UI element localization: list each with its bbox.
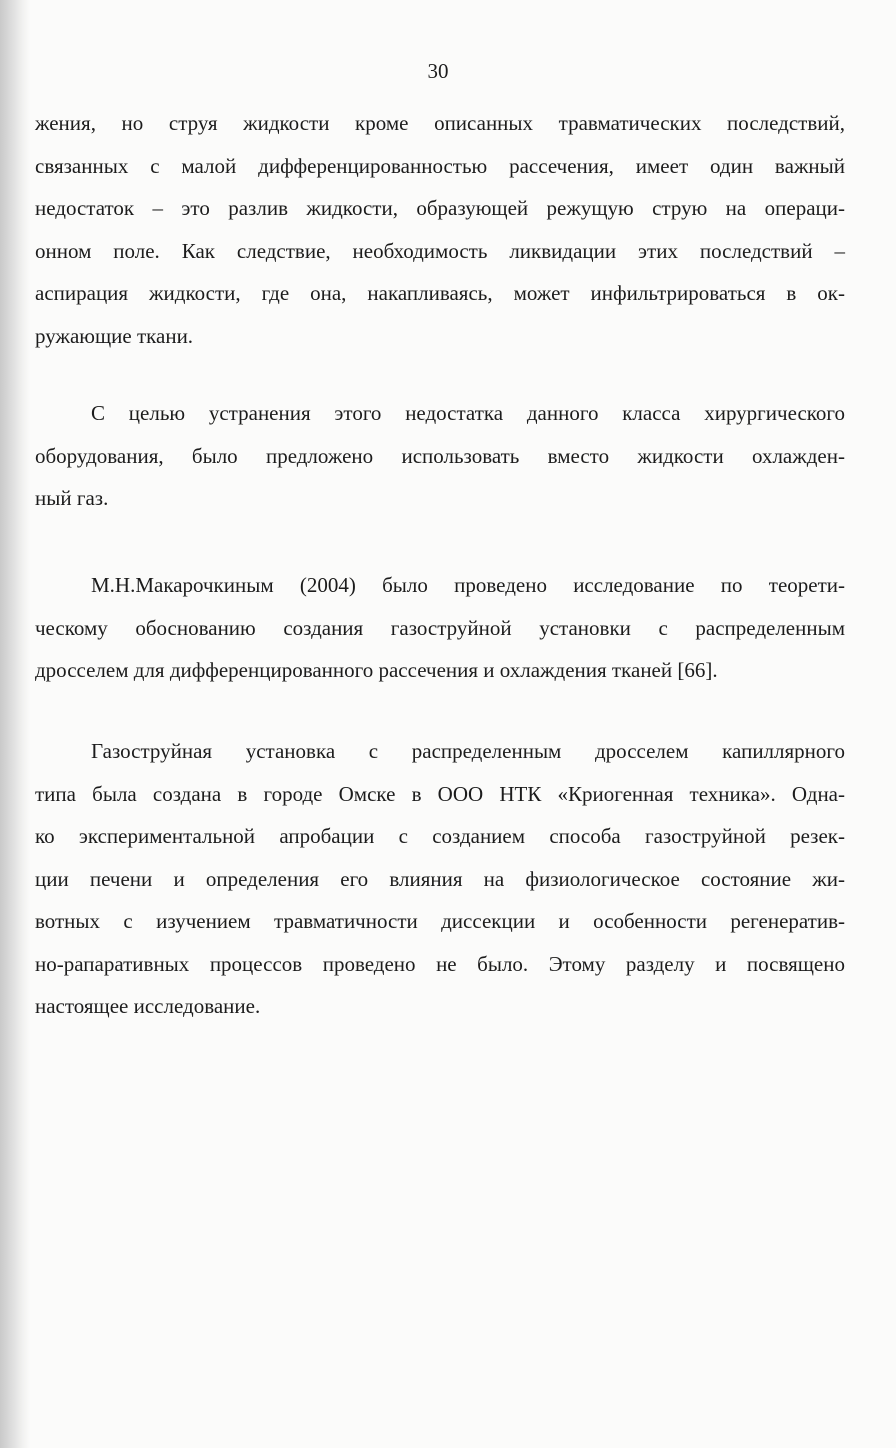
- text-line: ции печени и определения его влияния на физиологическое состояние жи-: [35, 866, 845, 891]
- text-line: ный газ.: [35, 486, 109, 510]
- text-line: ческому обоснованию создания газоструйной установки с распределенным: [35, 615, 845, 640]
- text-line: онном поле. Как следствие, необходимость ликвидации этих последствий –: [35, 238, 845, 263]
- text-line: но-рапаративных процессов проведено не было. Этому разделу и посвящено: [35, 951, 845, 976]
- text-line: оборудования, было предложено использовать вместо жидкости охлажден-: [35, 443, 845, 468]
- text-line: аспирация жидкости, где она, накапливаясь, может инфильтрироваться в ок-: [35, 281, 845, 305]
- text-line: недостаток – это разлив жидкости, образующей режущую струю на операци-: [35, 196, 845, 220]
- paragraph-2: [35, 392, 845, 520]
- text-line: ко экспериментальной апробации с созданием способа газоструйной резек-: [35, 824, 845, 848]
- text-line: дросселем для дифференцированного рассечения и охлаждения тканей [66].: [35, 658, 718, 682]
- text-line: типа была создана в городе Омске в ООО НТК «Криогенная техника». Одна-: [35, 781, 845, 806]
- text-line: ружающие ткани.: [35, 323, 194, 348]
- text-line: жения, но струя жидкости кроме описанных травматических последствий,: [35, 111, 845, 135]
- text-line: М.Н.Макарочкиным (2004) было проведено исследование по теорети-: [91, 573, 845, 597]
- text-line: Газоструйная установка с распределенным дросселем капиллярного: [91, 739, 845, 763]
- page-number: 30: [427, 59, 449, 83]
- text-line: вотных с изучением травматичности диссекции и особенности регенератив-: [35, 909, 845, 933]
- text-line: С целью устранения этого недостатка данного класса хирургического: [91, 401, 845, 425]
- text-line: настоящее исследование.: [35, 994, 261, 1018]
- paragraph-3: [35, 564, 845, 692]
- paragraph-4: [35, 730, 845, 1028]
- scan-edge-shadow: [0, 0, 30, 1448]
- paragraph-1: [35, 102, 845, 357]
- text-line: связанных с малой дифференцированностью рассечения, имеет один важный: [35, 153, 845, 178]
